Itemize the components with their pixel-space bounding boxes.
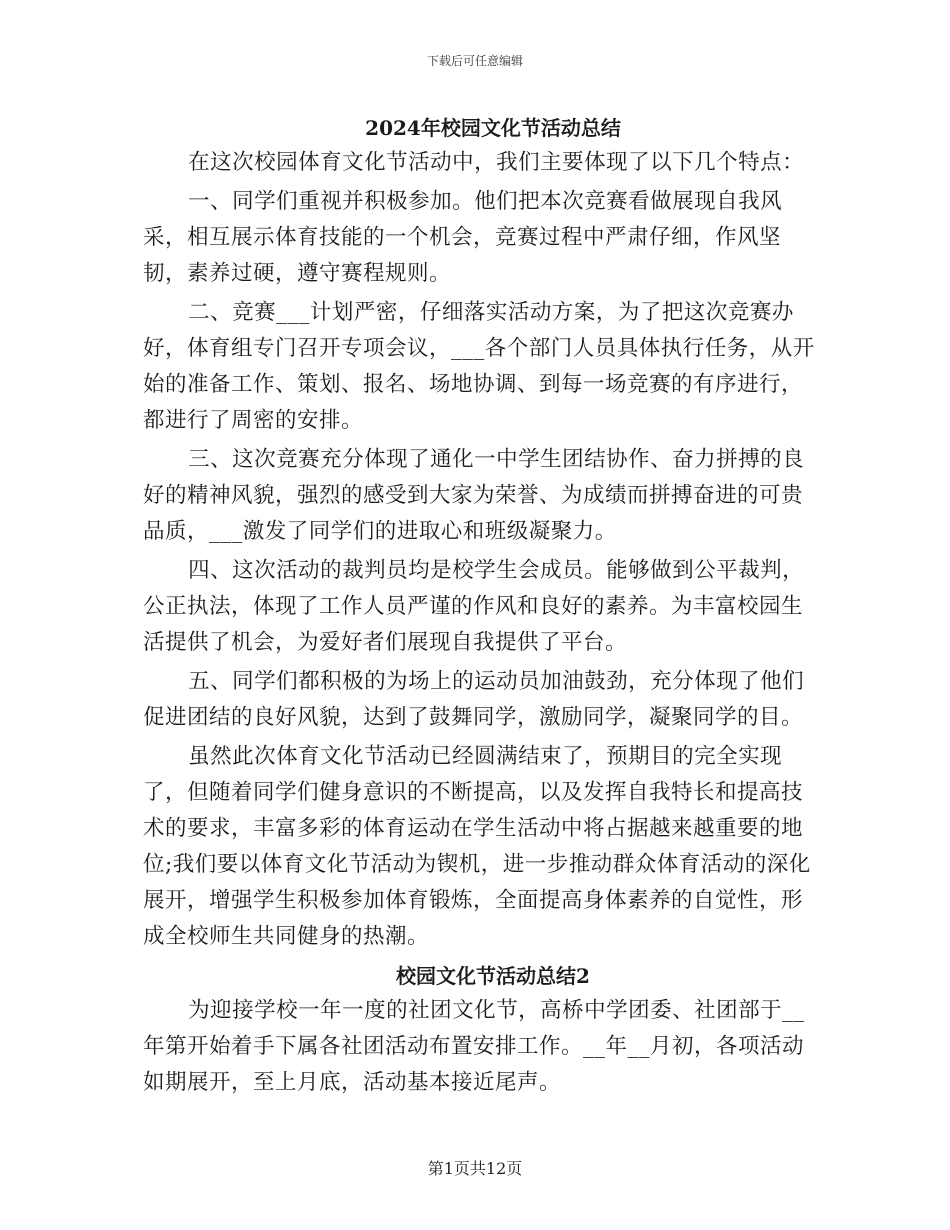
paragraph-section2-intro: 为迎接学校一年一度的社团文化节，高桥中学团委、社团部于__年第开始着手下属各社团活动布置安排工作。__年__月初，各项活动如期展开，至上月底，活动基本接近尾声。 [143, 998, 805, 1095]
paragraph-conclusion: 虽然此次体育文化节活动已经圆满结束了，预期目的完全实现了，但随着同学们健身意识的不断提高，以及发挥自我特长和提高技术的要求，丰富多彩的体育运动在学生活动中将占据越来越重要的地位;我们要以体育文化节活动为锲机，进一步推动群众体育活动的深化展开，增强学生积极参加体育锻炼，全面提高身体素养的自觉性，形成全校师生共同健身的热潮。 [143, 744, 811, 949]
paragraph-point-3: 三、这次竞赛充分体现了通化一中学生团结协作、奋力拼搏的良好的精神风貌，强烈的感受到大家为荣誉、为成绩而拼搏奋进的可贵品质，___激发了同学们的进取心和班级凝聚力。 [143, 447, 805, 544]
page-number: 第1页共12页 [427, 1159, 523, 1178]
paragraph-point-4: 四、这次活动的裁判员均是校学生会成员。能够做到公平裁判，公正执法，体现了工作人员严谨的作风和良好的素养。为丰富校园生活提供了机会，为爱好者们展现自我提供了平台。 [143, 558, 805, 655]
section-title-2: 校园文化节活动总结2 [396, 964, 590, 988]
paragraph-point-5: 五、同学们都积极的为场上的运动员加油鼓劲，充分体现了他们促进团结的良好风貌，达到了鼓舞同学，激励同学，凝聚同学的目。 [143, 669, 805, 730]
document-title: 2024年校园文化节活动总结 [365, 116, 621, 140]
document-body [143, 111, 823, 1104]
paragraph-point-1: 一、同学们重视并积极参加。他们把本次竞赛看做展现自我风采，相互展示体育技能的一个机会，竞赛过程中严肃仔细，作风坚韧，素养过硬，遵守赛程规则。 [143, 189, 783, 286]
paragraph-intro: 在这次校园体育文化节活动中，我们主要体现了以下几个特点： [188, 150, 805, 175]
header-note: 下载后可任意编辑 [426, 54, 523, 68]
paragraph-point-2: 二、竞赛___计划严密，仔细落实活动方案，为了把这次竞赛办好，体育组专门召开专项会议，___各个部门人员具体执行任务，从开始的准备工作、策划、报名、场地协调、到每一场竞赛的有序进行，都进行了周密的安排。 [143, 300, 815, 433]
